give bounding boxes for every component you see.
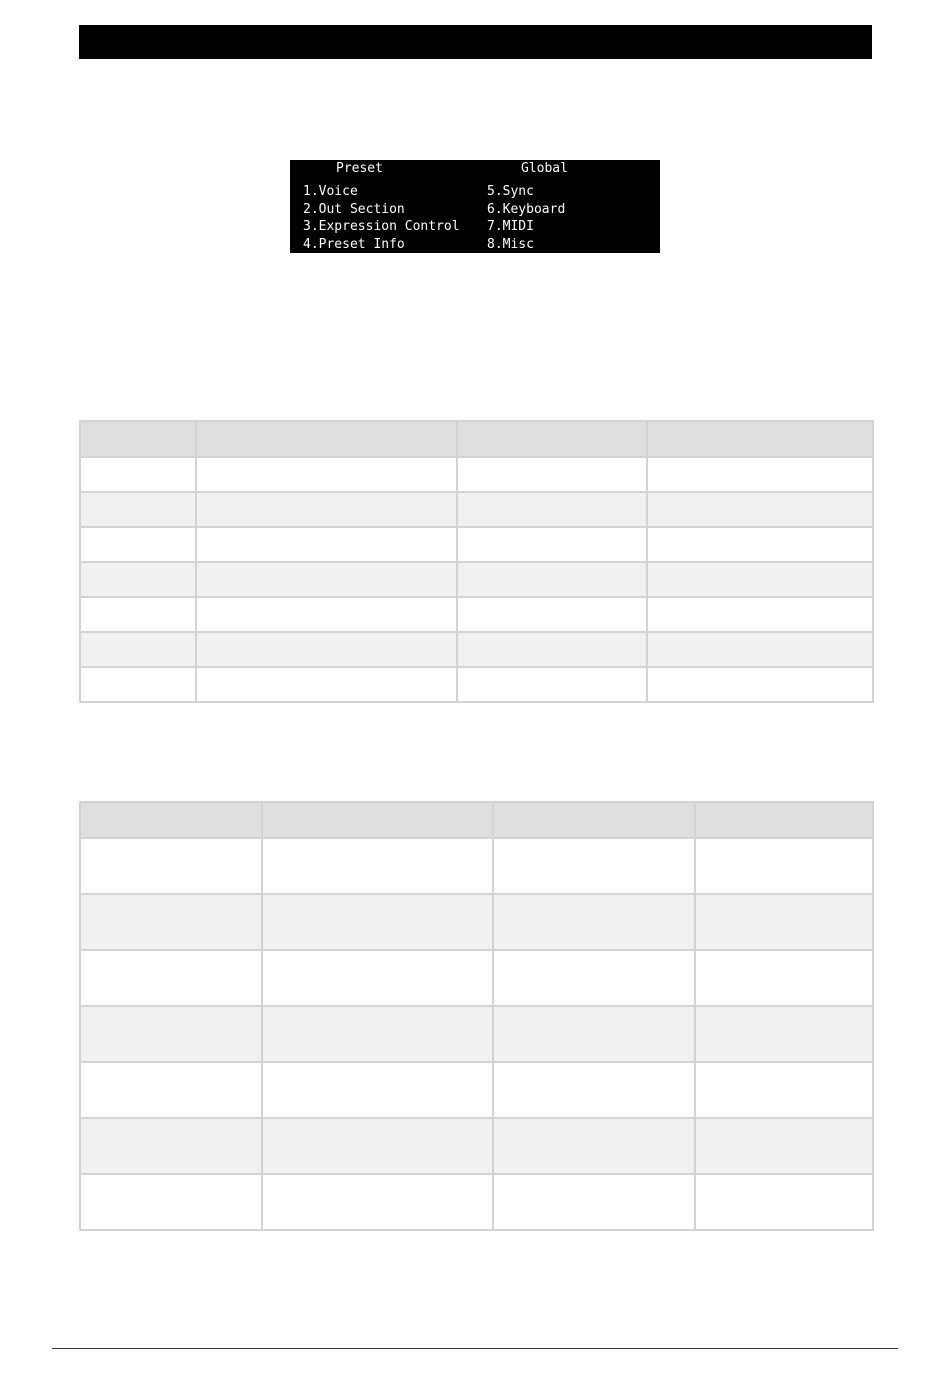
table-cell (695, 950, 873, 1006)
table-header-cell (647, 421, 873, 457)
table-row (80, 1174, 873, 1230)
table-cell (647, 632, 873, 667)
header-bar (79, 25, 872, 59)
table-header-cell (695, 802, 873, 838)
table-cell (80, 527, 196, 562)
table-cell (80, 894, 262, 950)
table-cell (493, 894, 695, 950)
lcd-menu-item-out-section: 2.Out Section (303, 201, 405, 217)
table-row (80, 457, 873, 492)
footer-rule (52, 1348, 898, 1349)
table-cell (262, 1062, 493, 1118)
lcd-menu-screen (290, 160, 660, 253)
table-header-cell (493, 802, 695, 838)
table-cell (493, 1062, 695, 1118)
table-cell (647, 457, 873, 492)
table-cell (457, 527, 647, 562)
table-cell (493, 1118, 695, 1174)
table-cell (262, 950, 493, 1006)
lcd-global-menu (487, 183, 565, 253)
table-cell (695, 1174, 873, 1230)
table-row (80, 667, 873, 702)
table-cell (196, 667, 457, 702)
table-cell (647, 527, 873, 562)
table-row (80, 562, 873, 597)
table-row (80, 1118, 873, 1174)
table-cell (196, 527, 457, 562)
table-cell (80, 1062, 262, 1118)
lcd-preset-header: Preset (336, 161, 383, 176)
lcd-menu-item-voice: 1.Voice (303, 184, 358, 199)
table-row (80, 894, 873, 950)
table-row (80, 1062, 873, 1118)
table-cell (695, 838, 873, 894)
parameter-table-1 (79, 420, 874, 703)
table-cell (196, 562, 457, 597)
table-cell (80, 492, 196, 527)
lcd-preset-menu (303, 183, 460, 253)
table-cell (196, 457, 457, 492)
table-cell (457, 667, 647, 702)
parameter-table-2 (79, 801, 874, 1231)
table-cell (695, 1062, 873, 1118)
table-cell (457, 597, 647, 632)
table-row (80, 527, 873, 562)
table-row (80, 1006, 873, 1062)
table-cell (695, 1118, 873, 1174)
table-header-cell (262, 802, 493, 838)
table-cell (196, 597, 457, 632)
table-cell (457, 457, 647, 492)
table-cell (80, 457, 196, 492)
table-row (80, 632, 873, 667)
table-cell (80, 1006, 262, 1062)
table-row (80, 950, 873, 1006)
table-cell (493, 838, 695, 894)
table-row (80, 838, 873, 894)
table-cell (457, 562, 647, 597)
lcd-menu-item-keyboard: 6.Keyboard (487, 201, 566, 217)
table-cell (262, 838, 493, 894)
table-cell (493, 1006, 695, 1062)
table-cell (695, 1006, 873, 1062)
table-header-row (80, 421, 873, 457)
table-cell (196, 492, 457, 527)
lcd-menu-item-midi: 7.MIDI (487, 219, 534, 234)
table-cell (493, 950, 695, 1006)
table-cell (457, 492, 647, 527)
table-cell (647, 597, 873, 632)
table-cell (80, 632, 196, 667)
table-cell (80, 950, 262, 1006)
table-header-cell (80, 421, 196, 457)
table-cell (262, 894, 493, 950)
table-header-row (80, 802, 873, 838)
table-cell (262, 1174, 493, 1230)
table-cell (80, 597, 196, 632)
table-header-cell (80, 802, 262, 838)
table-cell (262, 1006, 493, 1062)
table-cell (80, 667, 196, 702)
lcd-menu-item-sync: 5.Sync (487, 184, 534, 199)
table-cell (80, 1174, 262, 1230)
table-cell (80, 562, 196, 597)
lcd-global-header: Global (521, 161, 568, 176)
table-header-cell (196, 421, 457, 457)
lcd-menu-item-misc: 8.Misc (487, 236, 534, 252)
table-cell (493, 1174, 695, 1230)
table-cell (80, 838, 262, 894)
table-cell (695, 894, 873, 950)
table-row (80, 597, 873, 632)
table-cell (196, 632, 457, 667)
table-cell (647, 492, 873, 527)
table-cell (457, 632, 647, 667)
table-header-cell (457, 421, 647, 457)
lcd-menu-item-preset-info: 4.Preset Info (303, 236, 405, 252)
table-cell (647, 667, 873, 702)
table-cell (262, 1118, 493, 1174)
table-cell (647, 562, 873, 597)
lcd-menu-item-expression-control: 3.Expression Control (303, 219, 460, 234)
table-row (80, 492, 873, 527)
table-cell (80, 1118, 262, 1174)
